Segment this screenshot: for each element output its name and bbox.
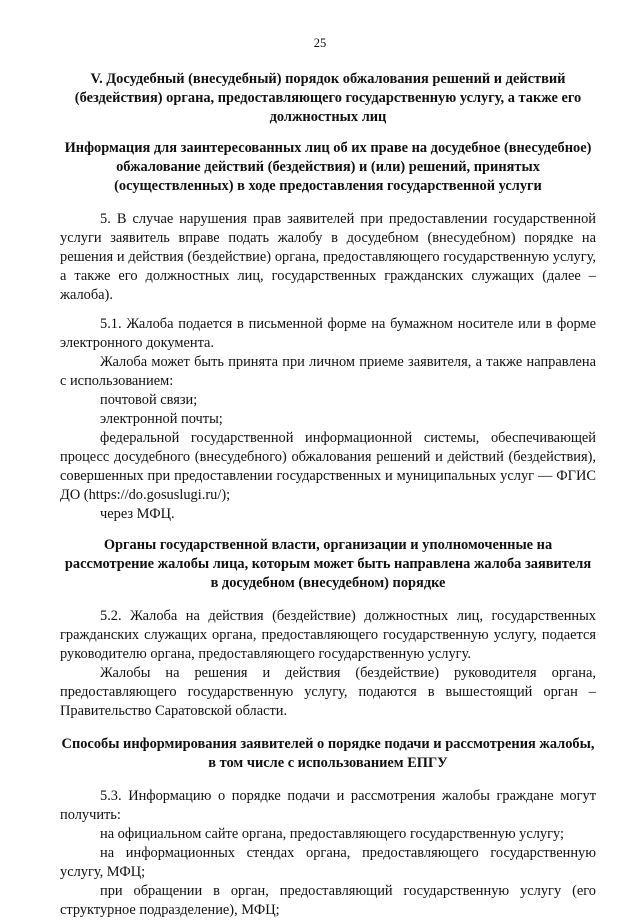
list-item-site: на официальном сайте органа, предоставляющего государственную услугу; — [100, 826, 565, 842]
paragraph-5-1: 5.1. Жалоба подается в письменной форме на бумажном носителе или в форме электронного документа. — [60, 316, 596, 351]
list-item-post: почтовой связи; — [100, 392, 198, 408]
heading-informing: Способы информирования заявителей о порядке подачи и рассмотрения жалобы, в том числе с использованием ЕПГУ — [61, 736, 595, 771]
paragraph-5-3: 5.3. Информацию о порядке подачи и рассмотрения жалобы граждане могут получить: — [60, 788, 596, 823]
section-title: V. Досудебный (внесудебный) порядок обжалования решений и действий (бездействия) органа, предоставляющего государственную услугу, а также его должностных лиц — [74, 71, 582, 125]
paragraph-5-1-channels: Жалоба может быть принята при личном приеме заявителя, а также направлена с использованием: — [60, 354, 596, 389]
paragraph-5-2: 5.2. Жалоба на действия (бездействие) должностных лиц, государственных гражданских служащих органа, предоставляющего государственную услугу, подается руководителю органа, предоставляющего государственную услугу. — [60, 608, 596, 662]
document-body — [60, 70, 596, 920]
heading-rights-info: Информация для заинтересованных лиц об их праве на досудебное (внесудебное) обжалование действий (бездействия) и (или) решений, принятых (осуществленных) в ходе предоставления государственной услуги — [64, 140, 592, 194]
list-item-visit: при обращении в орган, предоставляющий государственную услугу (его структурное подразделение), МФЦ; — [60, 883, 596, 918]
list-item-email: электронной почты; — [100, 411, 223, 427]
paragraph-5-2-head: Жалобы на решения и действия (бездействие) руководителя органа, предоставляющего государственную услугу, подаются в вышестоящий орган – Правительство Саратовской области. — [60, 665, 596, 719]
list-item-mfc: через МФЦ. — [100, 506, 175, 522]
list-item-fgis: федеральной государственной информационной системы, обеспечивающей процесс досудебного (внесудебного) обжалования решений и действий (бездействия), совершенных при предоставлении государственных и муниципальных услуг — ФГИС ДО (https://do.gosuslugi.ru/); — [60, 430, 596, 503]
paragraph-5: 5. В случае нарушения прав заявителей при предоставлении государственной услуги заявитель вправе подать жалобу в досудебном (внесудебном) порядке на решения и действия (бездействие) органа, предоставляющего государственную услугу, а также его должностных лиц, государственных гражданских служащих (далее – жалоба). — [60, 211, 596, 303]
list-item-stands: на информационных стендах органа, предоставляющего государственную услугу, МФЦ; — [60, 845, 596, 880]
heading-authorities: Органы государственной власти, организации и уполномоченные на рассмотрение жалобы лица, которым может быть направлена жалоба заявителя в досудебном (внесудебном) порядке — [64, 537, 592, 591]
page-number: 25 — [313, 36, 327, 50]
